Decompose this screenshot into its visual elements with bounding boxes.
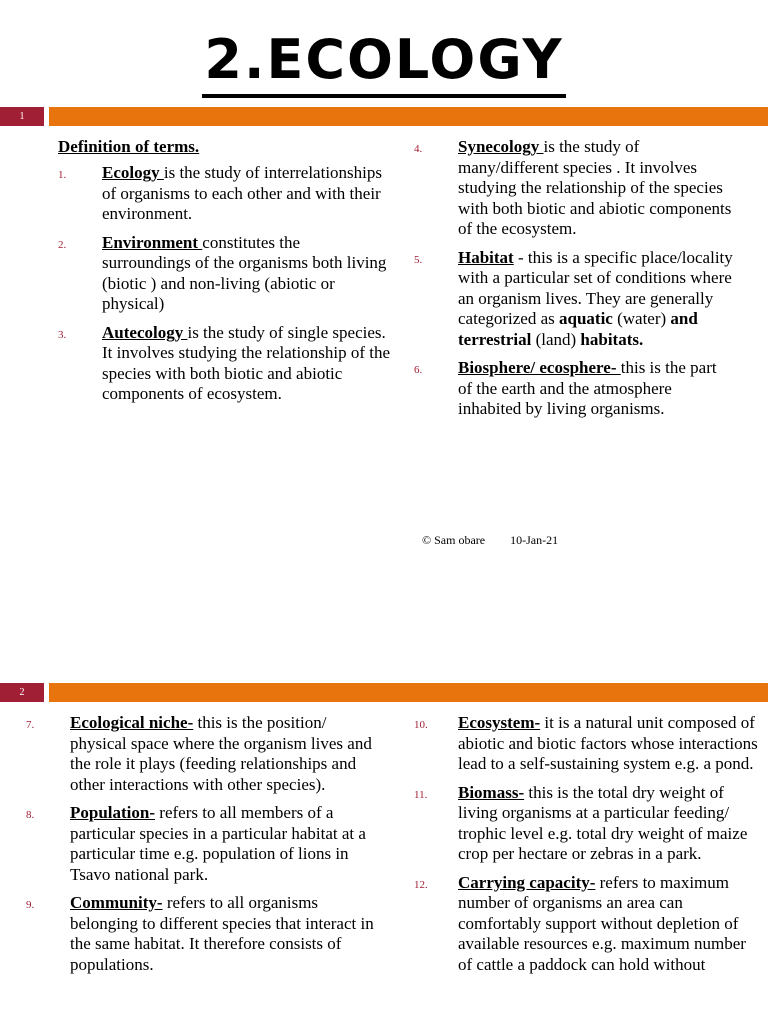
list-item: 11. Biomass- this is the total dry weight of living organisms at a particular feeding/ trophic level e.g. total dry weight of maize crop per hectare or zebras in a park. (414, 782, 748, 863)
slide-2-right-column (414, 713, 762, 983)
slide-2-header-bar (0, 683, 768, 702)
list-item: 6. Biosphere/ ecosphere- this is the part of the earth and the atmosphere inhabited by living organisms. (414, 358, 717, 418)
list-item: 8. Population- refers to all members of a particular species in a particular habitat at a particular time e.g. population of lions in Tsavo national park. (26, 803, 366, 884)
list-item: 10. Ecosystem- it is a natural unit composed of abiotic and biotic factors whose interactions lead to a self-sustaining system e.g. a pond. (414, 713, 758, 773)
slide-number: 1 (0, 107, 44, 126)
slide-footer (422, 533, 580, 548)
footer-date: 10-Jan-21 (510, 533, 559, 547)
list-item: 5. Habitat - this is a specific place/locality with a particular set of conditions where an organism lives. They are generally categorized as aquatic (water) and terrestrial (land) habitats. (414, 247, 733, 349)
list-item: 12. Carrying capacity- refers to maximum number of organisms an area can comfortably support without depletion of available resources e.g. maximum number of cattle a paddock can hold without (414, 872, 746, 974)
slide-2-left-column (26, 713, 378, 983)
slide-1-left-column (58, 137, 393, 413)
list-item: 4. Synecology is the study of many/different species . It involves studying the relationship of the species with both biotic and abiotic components of the ecosystem. (414, 137, 732, 238)
footer-author: © Sam obare (422, 533, 486, 547)
list-item: 2. Environment constitutes the surroundings of the organisms both living (biotic ) and non-living (abiotic or physical) (58, 232, 387, 313)
list-item: 7. Ecological niche- this is the position/ physical space where the organism lives and the role it plays (feeding relationships and other interactions with other species). (26, 713, 372, 794)
slide-number: 2 (0, 683, 44, 702)
document-title (0, 28, 768, 98)
accent-bar (49, 107, 768, 126)
slide-1-header-bar (0, 107, 768, 126)
section-heading: Definition of terms. (58, 137, 200, 156)
list-item: 3. Autecology is the study of single species. It involves studying the relationship of the species with both biotic and abiotic components of ecosystem. (58, 322, 391, 403)
list-item: 9. Community- refers to all organisms belonging to different species that interact in the same habitat. It therefore consists of populations. (26, 893, 374, 974)
title-text: 2.ECOLOGY (202, 28, 565, 98)
list-item: 1. Ecology is the study of interrelationships of organisms to each other and with their environment. (58, 163, 382, 223)
accent-bar (49, 683, 768, 702)
slide-1-right-column (414, 137, 734, 428)
